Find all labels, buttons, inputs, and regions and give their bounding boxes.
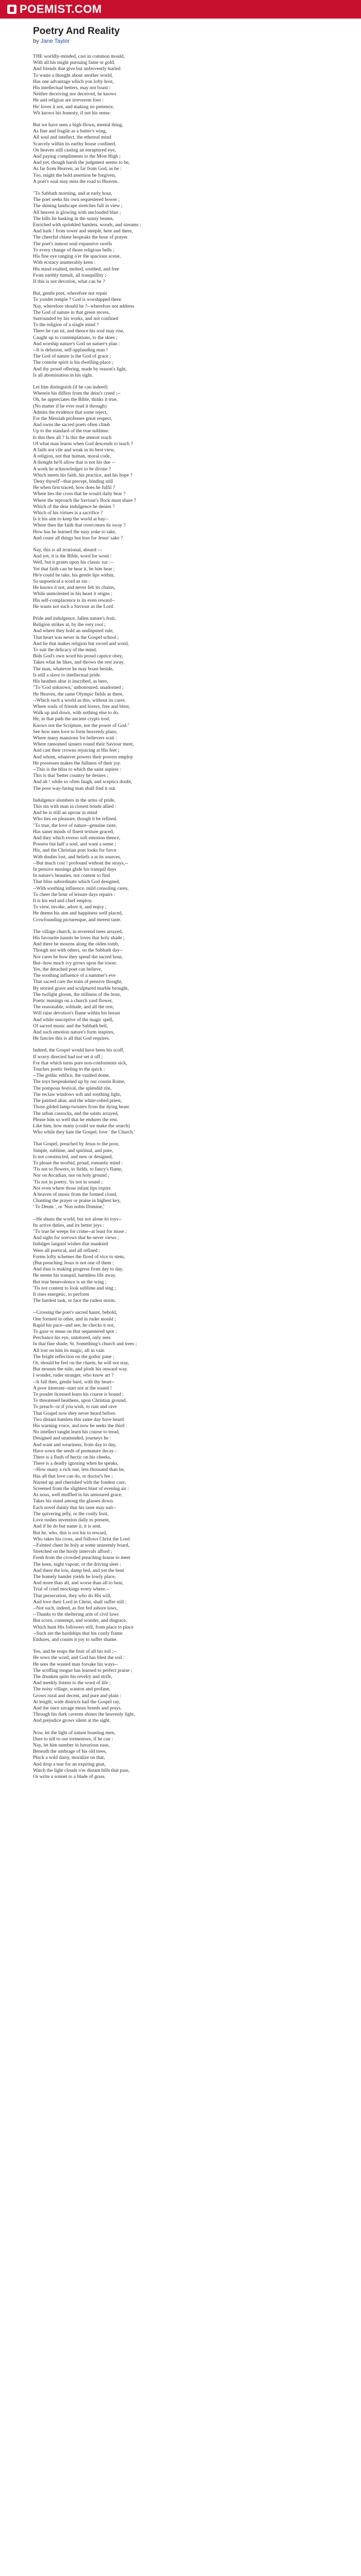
poem-stanza bbox=[33, 384, 332, 541]
poem-line: But he, who, this is not his to reward, bbox=[33, 1530, 107, 1536]
poem-line: But scorn, contempt, and wonder, and disgrace, bbox=[33, 1618, 127, 1624]
poem-line: Where lies the cross that he would daily bear ? bbox=[33, 491, 126, 497]
poem-line: There is a flush of hectic on his cheeks, bbox=[33, 1454, 111, 1461]
poem-line: Is not constructed, and new or designed, bbox=[33, 1154, 113, 1160]
poem-line: And thy proud offering, made by reason's light, bbox=[33, 366, 127, 372]
poem-line: His, and the Christian poet looks for force bbox=[33, 848, 117, 854]
poem-line: To the religion of a single mind ? bbox=[33, 322, 99, 328]
poem-line: Possess but half a soul, and want a sense ; bbox=[33, 841, 116, 848]
poem-line: Dare to tell to our tormentors, if he can : bbox=[33, 1736, 113, 1742]
poem-line: "To true he weeps for crime--at least for muse ; bbox=[33, 1228, 127, 1234]
poem-line: The noisy village, wanton and profane, bbox=[33, 1686, 110, 1692]
poem-line: Neither deceiving nor deceived, he knows bbox=[33, 91, 117, 97]
poem-line: Forms lofty schemes the flood of vice to stem, bbox=[33, 1253, 125, 1260]
poem-line: Grows rural and decent, and pure and plain : bbox=[33, 1692, 121, 1699]
poem-line: 'Deny thyself'--that precept, binding still bbox=[33, 479, 113, 484]
poem-stanza bbox=[33, 547, 332, 610]
poem-line: He and religion are irreverent foes : bbox=[33, 97, 104, 104]
poem-line: Or write a sonnet to a blade of grass. bbox=[33, 1774, 106, 1780]
poem-line: --But much cost ! profound without the strays,-- bbox=[33, 860, 128, 866]
poem-line: And cast their crowns rejoicing at His feet ; bbox=[33, 748, 120, 754]
poem-line: Will raise devotion's flame within his breast bbox=[33, 1010, 120, 1016]
poem-line: The God of nature in that green recess, bbox=[33, 309, 110, 315]
poem-line: And where they hold an undisputed rule, bbox=[33, 628, 114, 634]
poem-line: He possesses makes the fullness of their joy. bbox=[33, 760, 121, 766]
poem-line: And he is still an uproar in mind bbox=[33, 810, 97, 816]
poem-stanza bbox=[33, 1141, 332, 1210]
poem-line: Is still a slave to intellectual pride. bbox=[33, 672, 101, 678]
poem-line: And they which everso soft emotion thence, bbox=[33, 835, 121, 841]
poem-line: The bright reflection on the gothic pane ; bbox=[33, 1353, 114, 1360]
poem-line: His mind exalted, melted, soothed, and free bbox=[33, 266, 120, 272]
poem-line: And owns the sacred poets often climb bbox=[33, 422, 110, 428]
poem-line: Yet that faith can be hear it, be him hear ; bbox=[33, 566, 115, 572]
poem-line: Too, might the bold assertion be forgiven, bbox=[33, 172, 116, 178]
poem-line: Please him so well that he endures the rest. bbox=[33, 1116, 118, 1123]
poem-line: See how men love to form heavenly plans, bbox=[33, 728, 118, 735]
poem-line: That sacred care the train of pensive thought, bbox=[33, 979, 123, 985]
poem-line: Through his dark caverns shines the heavenly light, bbox=[33, 1711, 135, 1718]
poem-line: Is this then all ? Is this the utmost reach bbox=[33, 434, 112, 440]
poem-line: Indulges languid wishes that mankind bbox=[33, 1241, 108, 1247]
poem-line: Wherein his differs from the deist's creed ;-- bbox=[33, 391, 121, 397]
poem-line: The reasonable, solitude, and all the rest, bbox=[33, 1004, 114, 1010]
poem-line: To every change of those religious bells ; bbox=[33, 247, 114, 253]
poem-line: Nor cares he how they spend the sacred hour, bbox=[33, 954, 123, 960]
poem-line: (But preaching Jesus is not one of them : bbox=[33, 1260, 114, 1266]
poem-line: Indeed, the Gospel would have been his scoff, bbox=[33, 1047, 124, 1054]
poem-line: Or, should he feel on the charm, he will not stay, bbox=[33, 1360, 129, 1366]
poem-line: He seems his tranquil, harmless life away. bbox=[33, 1273, 117, 1279]
poem-line: As far from Heaven, as far from God, as he : bbox=[33, 166, 122, 172]
poem-line: --It is delusion, self-applauding man ! bbox=[33, 347, 108, 353]
poem-line: That heart was never in the Gospel school ; bbox=[33, 634, 119, 640]
poem-line: He knows it not, and never felt its chains, bbox=[33, 585, 116, 591]
poem-line: Knows not the Scripture, nor the power of God." bbox=[33, 722, 130, 728]
poem-line: That persecution, they who do His will, bbox=[33, 1592, 111, 1599]
poem-line: A poor itinerant--start not at the sound ! bbox=[33, 1385, 112, 1391]
poem-line: His warning voice, and now he seeks the third : bbox=[33, 1423, 127, 1429]
poem-line: And yet, it is the Bible, word for word : bbox=[33, 553, 112, 560]
poem-line: And count all things but loss for Jesus' sake ? bbox=[33, 535, 123, 541]
poem-line: Nay, wherefore should he ?--wherefore not address bbox=[33, 303, 135, 309]
poem-line: The contrite spirit is his dwelling-place ; bbox=[33, 360, 113, 366]
poem-line: And lie that makes religion but sword and word, bbox=[33, 640, 129, 647]
poem-line: But--how much ivy grows upon the tower. bbox=[33, 960, 117, 966]
poem-stanza bbox=[33, 1310, 332, 1643]
poem-line: Bids God's own word his proud caprice obey, bbox=[33, 653, 123, 659]
poem-line: And whom, whatever powers their powers employ bbox=[33, 754, 134, 760]
poem-line: Where the reproach the Saviour's flock must share ? bbox=[33, 497, 136, 503]
poem-line: Fresh from the crowded preaching-house to meet bbox=[33, 1555, 130, 1561]
poem-line: --Which such a world as this, without its cares. bbox=[33, 697, 126, 703]
poem-line: I wonder, ruder stranger, who know art ? bbox=[33, 1372, 114, 1379]
poem-line: The shining landscape stretches full in view ; bbox=[33, 203, 123, 209]
poem-line: Crowfounding picturesque, and merest taste. bbox=[33, 917, 122, 923]
poem-line: Which meets his faith, his practice, and his hope ? bbox=[33, 472, 133, 478]
poem-line: How has he learned the easy yoke to take, bbox=[33, 529, 117, 535]
poem-line: That Gospel, preached by Jesus to the poor, bbox=[33, 1141, 120, 1147]
poem-line: To suit the delicacy of the mind, bbox=[33, 647, 97, 653]
poem-line: --This is the bliss to which the saint aspires : bbox=[33, 766, 121, 772]
poem-line: From earthly tumult, all tranquillity ;- bbox=[33, 272, 108, 278]
poem-line: --The gothic edifice, the vaulted dome, bbox=[33, 1073, 110, 1079]
poem-line: To view, invoke, adore it, and enjoy ; bbox=[33, 904, 107, 910]
poem-line: Surrounded by his works, and not confined bbox=[33, 315, 119, 321]
poem-line: To waste a thought about another world, bbox=[33, 72, 113, 78]
poem-line: The pompous festival, the splendid rite, bbox=[33, 1085, 112, 1091]
poem-line: The God of nature is the God of grace ; bbox=[33, 353, 111, 360]
poem-line: The homely hamlet yields he lowly place, bbox=[33, 1573, 116, 1580]
poem-line: One formed in other, and in ruder mould ; bbox=[33, 1316, 116, 1322]
poem-byline bbox=[33, 38, 332, 44]
poem-line: No intellect taught learn his course to tread, bbox=[33, 1429, 120, 1435]
poem-line: Pride and indulgence, fallen nature's fruit, bbox=[33, 616, 116, 622]
poem-line: Caught up to contemplations, to the skies ; bbox=[33, 334, 118, 341]
poem-line: Let him distinguish (if he can indeed) bbox=[33, 384, 108, 390]
poem-line: It is his end and chief employ. bbox=[33, 898, 93, 904]
poem-line: Endures, and counts it joy to suffer shame. bbox=[33, 1636, 118, 1642]
poem-line: A poet's soul may miss the road to Heaven. bbox=[33, 178, 119, 184]
poem-line: In that fine shade, St. Something's church and trees ; bbox=[33, 1341, 137, 1347]
poem-line: Screened from the slightest blast of evening air : bbox=[33, 1486, 129, 1492]
byline-prefix: by bbox=[33, 38, 39, 44]
poem-line: Takes his stand among the glasses down. bbox=[33, 1498, 114, 1504]
poem-line: Oh, he appreciates the Bible, thinks it true, bbox=[33, 397, 118, 403]
poem-line: The reclaw windows soft and soothing light, bbox=[33, 1091, 121, 1097]
book-icon bbox=[7, 5, 17, 14]
poem-line: The scoffing tongue has learned to perfect praise ; bbox=[33, 1667, 133, 1673]
poem-line: Chanting the prayer or praise in highest key, bbox=[33, 1198, 121, 1204]
poem-line: To yonder temple ? God is worshipped there. bbox=[33, 297, 123, 303]
poem-line: He, in that path the ancient crypts trod, bbox=[33, 716, 110, 722]
poem-line: THE worldly-minded, cast in common mould, bbox=[33, 54, 125, 59]
poem-line: Of what man learns when God descends to teach ? bbox=[33, 440, 133, 447]
poem-line: Love rushes invention daily to present, bbox=[33, 1517, 110, 1523]
poem-line: A thought he'll allow that is not his due -- bbox=[33, 460, 116, 466]
poem-line: --Crossing the poet's sacred haunt, behold, bbox=[33, 1310, 117, 1316]
poem-line: He fancies this is all that God requires. bbox=[33, 1036, 110, 1042]
poem-line: Wh knows his honesty, if not his sense. bbox=[33, 110, 111, 116]
poem-line: In pensive musings glide his tranquil days bbox=[33, 866, 117, 872]
poem-line: Of sacred music and the Sabbath bell, bbox=[33, 1023, 108, 1029]
site-logo[interactable] bbox=[7, 3, 102, 16]
poem-line: Though not with others, on the Sabbath day-- bbox=[33, 947, 123, 954]
poem-line: Where souls of friends and lovers, free and blest, bbox=[33, 703, 130, 709]
poem-stanza bbox=[33, 122, 332, 185]
poem-stanza bbox=[33, 616, 332, 792]
poem-line: Religion strikes at, by the very root ; bbox=[33, 622, 106, 628]
poem-line: Nursed up and cherished with the fondest care, bbox=[33, 1479, 126, 1485]
poem-line: Who takes his cross, and follows Christ the Lord bbox=[33, 1536, 130, 1542]
poem-line: He Heaven, the same Olympic fields as there, bbox=[33, 691, 124, 697]
poem-stanza bbox=[33, 1730, 332, 1781]
poem-line: A work he acknowledges to be divine ? bbox=[33, 466, 111, 472]
poem-line: To please the morbid, proud, romantic mind : bbox=[33, 1160, 123, 1166]
poem-line: He when first traced, how does he fulfil ? bbox=[33, 485, 116, 491]
poem-line: A heaven of music from the formed cloud, bbox=[33, 1191, 118, 1197]
poem-line: And worship nature's God on nature's plan : bbox=[33, 341, 120, 347]
poem-line: All heaven is glowing with unclouded blue ; bbox=[33, 209, 121, 215]
poem-line: 'Tis not to flowers, to fields, to fancy's flame, bbox=[33, 1166, 123, 1173]
poem-line: --Such are the hardships that his costly frame bbox=[33, 1630, 123, 1636]
poem-line: There he can sit, and thence his soul may rise, bbox=[33, 328, 124, 334]
poem-line: There is a deadly ignoring when he speaks, bbox=[33, 1461, 119, 1467]
poem-line: A religion, not that human, moral code, bbox=[33, 453, 111, 460]
poem-line: ' To Deum ', or 'Non nobis Domine,' bbox=[33, 1204, 104, 1210]
poem-line: Beneath the umbrage of his old trees, bbox=[33, 1749, 107, 1755]
poem-line: Simple, sublime, and spiritual, and pure, bbox=[33, 1147, 113, 1154]
poem-line: His intellectual betters, may not boast : bbox=[33, 85, 111, 91]
poem-line: And while susceptive of the magic spell, bbox=[33, 1016, 113, 1023]
poem-line: He' loves it not, and making no pretence, bbox=[33, 104, 114, 110]
poem-line: Have sown the seeds of premature decay : bbox=[33, 1448, 117, 1454]
poem-line: His heathen altar is inscribed, as here, bbox=[33, 679, 108, 685]
poem-line: The poor way-faring man shall find it out. bbox=[33, 785, 117, 791]
poem-line: The quivering jelly, or the costly fruit, bbox=[33, 1511, 109, 1517]
poem-line: If this is not devotion, what can be ? bbox=[33, 278, 105, 284]
poem-line: Well, but it grates upon his classic ear :-- bbox=[33, 560, 114, 566]
poem-line: Scarcely within its earthy house confined, bbox=[33, 141, 116, 147]
poem-stanza bbox=[33, 291, 332, 379]
poem-line: "To Sabbath morning, and at early hour, bbox=[33, 191, 112, 197]
poem-line: He sows the word, and God has blest the soil : bbox=[33, 1655, 125, 1661]
poem-line: Indulgence slumbers in the arms of pride, bbox=[33, 797, 116, 803]
poem-line: Watch the light clouds o'er distant hills that pass, bbox=[33, 1767, 130, 1773]
poem-line: All lost on him its magic, all in vain bbox=[33, 1347, 105, 1353]
poem-line: To preach--or if you wish, to rant and rave bbox=[33, 1404, 117, 1410]
poem-line: And such emotion nature's form inspires, bbox=[33, 1029, 114, 1036]
poem-line: His self-complacence is its even reward-- bbox=[33, 597, 116, 603]
poem-line: This sin with man in closest bonds allied : bbox=[33, 803, 117, 809]
poem-line: --It fall then, gentle bard, with thy heart-- bbox=[33, 1379, 115, 1385]
poem-line: But we have seen a high-flown, mental thing, bbox=[33, 122, 123, 128]
poem-line: But mounts the stile, and plods his onward way. bbox=[33, 1366, 128, 1372]
poem-line: 'Tis not in poetry, 'tis not in sound ; bbox=[33, 1179, 103, 1185]
poem-line: And ah ! while so often laugh, and sceptics doubt, bbox=[33, 779, 133, 785]
poem-line: Nay, this is all irrational, absurd :-- bbox=[33, 547, 103, 553]
poem-line: Two distant hamlets this same day have heard bbox=[33, 1416, 124, 1422]
poem-title: Poetry And Reality bbox=[33, 26, 120, 37]
poem-body bbox=[33, 54, 332, 1780]
poem-line: And love their Lord in Christ, shall suffer still : bbox=[33, 1599, 127, 1605]
poem-line: Yes, and he reaps the fruit of all his toil ;-- bbox=[33, 1649, 117, 1655]
poem-line: For the Messiah professes great respect, bbox=[33, 415, 112, 421]
poem-line: Were all poetical, and all refined : bbox=[33, 1247, 101, 1253]
poem-line: --Thanks to the sheltering arm of civil laws bbox=[33, 1612, 119, 1618]
poem-stanza bbox=[33, 1047, 332, 1136]
poem-line: Enriched with sprinkled hamlets, woods, and streams ; bbox=[33, 222, 141, 228]
poem-line: He wants not such a Saviour as the Lord. bbox=[33, 603, 114, 609]
poem-line: --Fainted cheer he holy at some unseemly board, bbox=[33, 1542, 130, 1548]
poem-line: And drop a tear for an expiring gnat, bbox=[33, 1761, 106, 1767]
poem-line: Has saner minds of finest texture graced, bbox=[33, 828, 114, 835]
poem-line: "To 'God unknown,' unhonoured, unadorned ; bbox=[33, 685, 124, 691]
poem-line: Its active duties, and its better joys : bbox=[33, 1222, 105, 1228]
poem-line: Where then the faith that overcomes its sway ? bbox=[33, 522, 126, 529]
poem-line: As nous, well muffled in his armoured grace, bbox=[33, 1492, 123, 1498]
poem-content bbox=[33, 19, 332, 1780]
poem-line: His fine eye ranging o'er the spacious scene, bbox=[33, 253, 121, 260]
poem-line: The poet seeks his own sequestered bower ; bbox=[33, 197, 120, 203]
poem-line: And more than all, and worse than all to bear, bbox=[33, 1580, 124, 1586]
poem-line: And prejudice grows silent at the sight. bbox=[33, 1718, 111, 1724]
poem-line: To cheer the hour of leisure days repairs : bbox=[33, 891, 116, 897]
poem-line: --Not such, indeed, as fire fed ashore laws, bbox=[33, 1605, 118, 1611]
poem-line: The man, whatever he may boast beside, bbox=[33, 666, 114, 672]
poem-line: With ecstacy unutterably keen : bbox=[33, 260, 96, 266]
poem-line: The painted altar, and the white-robed priest, bbox=[33, 1098, 122, 1104]
poem-line: And yet, though harsh the judgment seems to be, bbox=[33, 160, 130, 166]
poem-line: Which of his virtues is a sacrifice ? bbox=[33, 510, 103, 516]
poem-line: Nor on Arcadian, nor on holy ground ; bbox=[33, 1173, 109, 1179]
poem-line: Admits the evidence that some reject, bbox=[33, 409, 108, 415]
poem-line: Poetic musings on a church yard flower, bbox=[33, 998, 113, 1004]
poem-line: And thus is making progress from day to day, bbox=[33, 1266, 123, 1273]
poem-line: By storied grave and sculptured marble brought, bbox=[33, 985, 129, 991]
poem-line: Is all abomination in his sight. bbox=[33, 372, 93, 378]
poem-stanza bbox=[33, 54, 332, 116]
poem-line: The keen, night vapour, or the driving sleet : bbox=[33, 1561, 121, 1567]
poem-line: That Gospel now they never heard before. bbox=[33, 1410, 117, 1416]
poem-line: And want and weariness, from day to day, bbox=[33, 1442, 117, 1448]
poem-line: Stretched on the hordy intervals afford ; bbox=[33, 1549, 112, 1555]
poem-line: And if he do but name it, it is sent. bbox=[33, 1523, 102, 1530]
poem-line: He deems his aim and happiness well placed, bbox=[33, 910, 123, 917]
poem-line: Up to the standard of the true sublime. bbox=[33, 428, 109, 434]
poem-line: The hardest task, or face the rudest storm. bbox=[33, 1298, 116, 1304]
poem-line: And meekly listens to the word of life ; bbox=[33, 1680, 111, 1686]
poem-line: The drunken quits his revelry and strife, bbox=[33, 1673, 112, 1680]
poem-line: Has all that love can do, or doctor's fee ; bbox=[33, 1473, 113, 1479]
poem-line: Now, let the light of nature boasting men, bbox=[33, 1730, 116, 1736]
poem-line: 'Tis not content to look sublime and sing ; bbox=[33, 1285, 116, 1291]
poem-line: For that which turns pure non-conformists sick, bbox=[33, 1060, 127, 1066]
poem-line: The cheerful chime bespeaks the hour of prayer. bbox=[33, 234, 128, 241]
poem-line: Rapid his pace--and see, he checks it not, bbox=[33, 1322, 115, 1328]
poem-line: This is that 'better country he desires ; bbox=[33, 773, 108, 779]
poem-line: If worry directed had not set it off ; bbox=[33, 1054, 103, 1060]
poem-line: Trial of cruel mockings every where.-- bbox=[33, 1586, 110, 1592]
poem-line: With all his might pursuing fame or gold, bbox=[33, 60, 115, 66]
poem-line: At length, wide districts hail the Gospel ray, bbox=[33, 1699, 121, 1705]
poem-line: Who lies on pleasure, though it be refined. bbox=[33, 816, 118, 822]
poem-line: Has one advantage which yon lofty host, bbox=[33, 78, 114, 84]
poem-line: Pluck a wild daisy, moralize on that, bbox=[33, 1755, 105, 1761]
poem-line: The village church, in reverend trees arrayed, bbox=[33, 928, 123, 935]
poem-line: Which of the dear indulgence he denies ? bbox=[33, 503, 115, 510]
poem-line: Yes, the detached poet can believe, bbox=[33, 967, 103, 973]
poem-line: In nature's beauties, not content to find bbox=[33, 873, 110, 879]
poem-line: The soothing influence of a summer's eve bbox=[33, 973, 116, 979]
poem-line: And there the low, damp bed, and yet the bent bbox=[33, 1567, 124, 1573]
poem-line: And the once savage mean breeds and prays. bbox=[33, 1705, 122, 1711]
poem-line: It rises energetic, to perform bbox=[33, 1291, 89, 1297]
poem-line: To gaze or muse on that sequestered spot : bbox=[33, 1329, 117, 1334]
poem-line: Who while they hate the Gospel, love ' the Church.' bbox=[33, 1129, 135, 1136]
poem-line: Where many mansions for believers wait : bbox=[33, 735, 117, 741]
poem-line: (No matter if he ever read it through) bbox=[33, 403, 107, 409]
poem-line: Designed and unattended, journeys he : bbox=[33, 1435, 111, 1442]
poem-line: To ponder licensed learn his course is bound ; bbox=[33, 1392, 124, 1398]
poem-line: Is it his aim to keep the world at bay-- bbox=[33, 516, 109, 522]
poem-line: While unmolested in his heart it reigns ; bbox=[33, 591, 112, 597]
poem-line: So unpoetical a word as sin : bbox=[33, 579, 90, 585]
poem-line: Like him, how many (could we make the search) bbox=[33, 1123, 130, 1129]
poem-line: To threatened heathens, upon Christian ground, bbox=[33, 1398, 127, 1404]
poem-line: The hills lie basking in the sunny beams, bbox=[33, 215, 114, 222]
poem-stanza bbox=[33, 1649, 332, 1724]
poem-line: Takes what he likes, and throws the rest away. bbox=[33, 659, 125, 666]
poem-line: And paying compliments to the Most High ; bbox=[33, 154, 121, 160]
poem-line: The poet's inmost soul expansive swells bbox=[33, 241, 112, 247]
poem-line: --He shuns the world, but not alone its toys-- bbox=[33, 1216, 122, 1222]
author-link[interactable]: Jane Taylor bbox=[40, 38, 70, 44]
site-header bbox=[0, 0, 361, 19]
poem-line: The toys bespeakened up by our cousin Rome, bbox=[33, 1079, 126, 1085]
poem-line: Perchance his eye, untutored, only sees bbox=[33, 1335, 111, 1341]
poem-line: Walk up and down, with nothing else to do. bbox=[33, 710, 120, 716]
poem-line: That bliss subordinate which God designed, bbox=[33, 879, 120, 885]
poem-line: --With soothing influence, mild consoling cares, bbox=[33, 885, 129, 891]
poem-line: All soul and intellect, the ethereal mind bbox=[33, 134, 111, 141]
poem-line: And there he mourns along the olden tomb, bbox=[33, 941, 119, 947]
poem-line: But true benevolence is an the wing ; bbox=[33, 1279, 107, 1285]
poem-line: He'e could he take, his gentle lips within, bbox=[33, 572, 115, 578]
poem-line: --How many a rich one, less thousand than he, bbox=[33, 1467, 125, 1473]
poem-line: Touches poetic feeling to the quick : bbox=[33, 1066, 105, 1073]
poem-line: Nay, let him number in luxurious ease, bbox=[33, 1742, 110, 1748]
poem-line: Those gilded lamp-twisters from the dying beast bbox=[33, 1104, 129, 1110]
poem-stanza bbox=[33, 1216, 332, 1304]
poem-line: Not even where those infant lips expire bbox=[33, 1185, 111, 1191]
site-logo-text: POEMIST.COM bbox=[20, 3, 102, 15]
poem-line: A faith not vile and weak in its best view, bbox=[33, 447, 115, 453]
poem-line: And hark ! from tower and steeple, here and there, bbox=[33, 228, 133, 234]
poem-stanza bbox=[33, 191, 332, 285]
poem-line: And sighs for sorrows that he never views ; bbox=[33, 1235, 119, 1241]
poem-line: As fine and fragile as a butter's wing, bbox=[33, 128, 107, 134]
poem-line: The twilight gloom, the stillness of the hour, bbox=[33, 991, 121, 997]
poem-line: With doubts lost, and beliefs a at its sources. bbox=[33, 854, 121, 860]
poem-line: His favourite haunts he loves that holy shade ; bbox=[33, 935, 125, 941]
poem-line: Where ransomed sinners round their Saviour meet, bbox=[33, 741, 134, 748]
poem-line: But, gentle poet, wherefore not repair bbox=[33, 291, 108, 297]
poem-line: Each novel dainty that his taste may suit-- bbox=[33, 1504, 117, 1511]
poem-line: Which hunt His followers still, from place to place bbox=[33, 1624, 134, 1630]
poem-line: "To true, the love of nature--genuine taste, bbox=[33, 822, 117, 828]
poem-stanza bbox=[33, 798, 332, 923]
poem-line: He sees the wasted man forsake his ways-- bbox=[33, 1661, 118, 1667]
poem-line: The urban cassocks, and the saints arrayed, bbox=[33, 1110, 119, 1116]
poem-stanza bbox=[33, 929, 332, 1042]
poem-line: On heaven still casting an enraptured eye, bbox=[33, 147, 116, 153]
poem-line: And friends that give but unfervently hurled bbox=[33, 66, 121, 72]
